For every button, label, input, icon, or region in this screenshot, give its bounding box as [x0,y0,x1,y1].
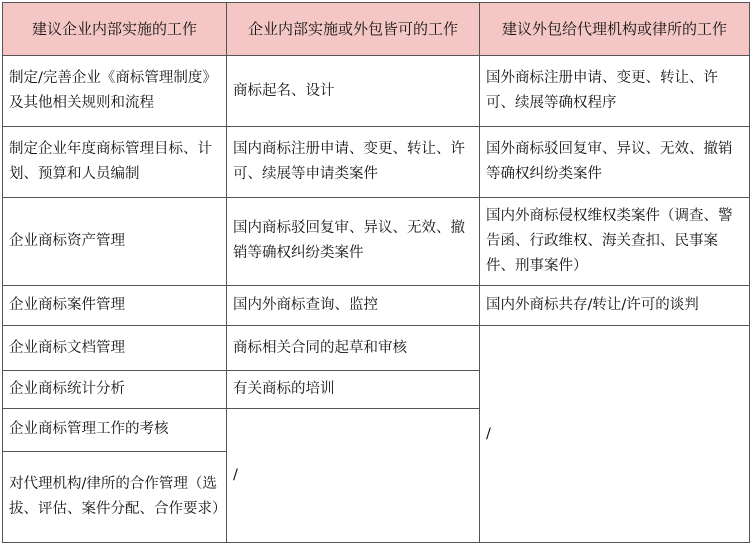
header-row [3,3,750,56]
cell-outsource: 国外商标注册申请、变更、转让、许可、续展等确权程序 [480,56,750,127]
cell-internal: 企业商标文档管理 [3,326,227,371]
cell-either: 国内外商标查询、监控 [227,285,480,325]
cell-either: 国内商标注册申请、变更、转让、许可、续展等申请类案件 [227,127,480,197]
cell-outsource: 国内外商标侵权维权类案件（调查、警告函、行政维权、海关查扣、民事案件、刑事案件） [480,197,750,285]
cell-internal: 对代理机构/律所的合作管理（选拔、评估、案件分配、合作要求） [3,451,227,542]
table-row [3,127,750,197]
cell-either: 商标起名、设计 [227,56,480,127]
table-row [3,285,750,325]
table-row [3,56,750,127]
trademark-work-division-table [2,2,750,543]
cell-internal: 企业商标资产管理 [3,197,227,285]
cell-internal: 制定企业年度商标管理目标、计划、预算和人员编制 [3,127,227,197]
header-either: 企业内部实施或外包皆可的工作 [227,3,480,56]
cell-outsource-empty: / [480,326,750,543]
cell-outsource: 国外商标驳回复审、异议、无效、撤销等确权纠纷类案件 [480,127,750,197]
header-outsource: 建议外包给代理机构或律所的工作 [480,3,750,56]
cell-either: 有关商标的培训 [227,371,480,409]
cell-internal: 制定/完善企业《商标管理制度》及其他相关规则和流程 [3,56,227,127]
cell-internal: 企业商标统计分析 [3,371,227,409]
cell-either: 商标相关合同的起草和审核 [227,326,480,371]
table-row [3,197,750,285]
cell-either: 国内商标驳回复审、异议、无效、撤销等确权纠纷类案件 [227,197,480,285]
cell-internal: 企业商标案件管理 [3,285,227,325]
header-internal: 建议企业内部实施的工作 [3,3,227,56]
cell-outsource: 国内外商标共存/转让/许可的谈判 [480,285,750,325]
cell-internal: 企业商标管理工作的考核 [3,409,227,451]
table-row [3,326,750,371]
cell-either-empty: / [227,409,480,543]
